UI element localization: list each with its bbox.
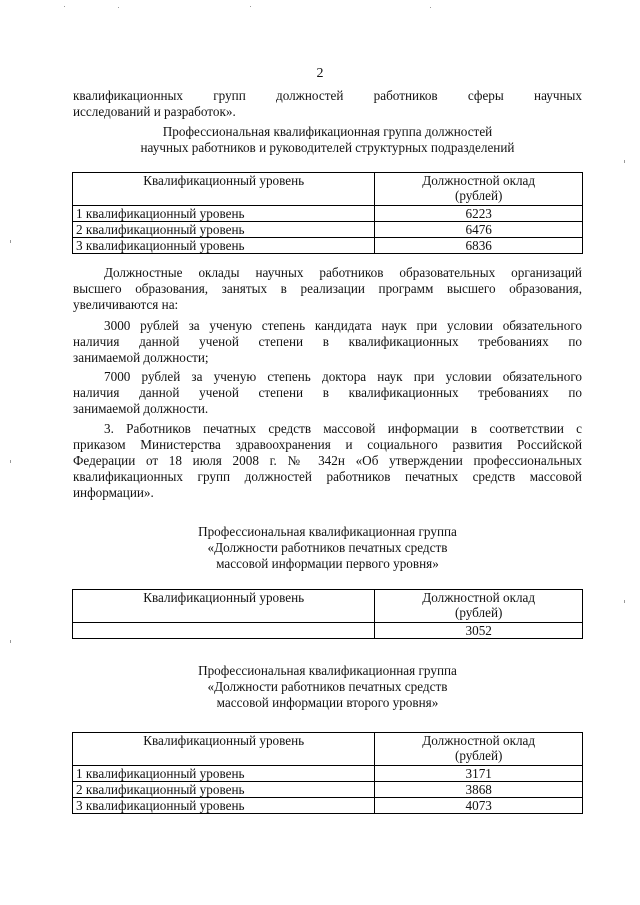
column-header-salary-unit: (рублей) xyxy=(454,605,503,620)
level-cell: 3 квалификационный уровень xyxy=(73,238,375,254)
para-7000-line-2: наличия данной ученой степени в квалификационных требованиях по xyxy=(73,385,582,400)
table-header-row xyxy=(73,173,583,206)
para-3000-line-1: 3000 рублей за ученую степень кандидата наук при условии обязательного xyxy=(104,318,582,333)
group3-title-line-2: «Должности работников печатных средств xyxy=(207,679,448,694)
salary-table-scientific xyxy=(72,172,583,254)
scan-speck xyxy=(624,160,625,163)
para-3-line-2: приказом Министерства здравоохранения и социального развития Российской xyxy=(73,437,582,452)
column-header-salary xyxy=(375,590,583,623)
group3-title-line-3: массовой информации второго уровня» xyxy=(216,695,439,710)
table-row xyxy=(73,798,583,814)
salary-table-print-media-level-1 xyxy=(72,589,583,639)
column-header-salary-line: Должностной оклад xyxy=(422,173,536,188)
page-number: 2 xyxy=(316,66,324,81)
increase-para-line-3: увеличиваются на: xyxy=(73,297,179,312)
para-3-line-1: 3. Работников печатных средств массовой информации в соответствии с xyxy=(104,421,582,436)
table-row xyxy=(73,206,583,222)
salary-table-print-media-level-2 xyxy=(72,732,583,814)
column-header-level: Квалификационный уровень xyxy=(73,590,375,623)
table-row xyxy=(73,766,583,782)
group2-title-line-2: «Должности работников печатных средств xyxy=(207,540,448,555)
salary-cell: 4073 xyxy=(375,798,583,814)
column-header-level: Квалификационный уровень xyxy=(73,173,375,206)
salary-cell: 3171 xyxy=(375,766,583,782)
level-cell: 1 квалификационный уровень xyxy=(73,206,375,222)
para-7000-line-1: 7000 рублей за ученую степень доктора наук при условии обязательного xyxy=(104,369,582,384)
intro-line-1: квалификационных групп должностей работников сферы научных xyxy=(73,88,582,103)
scan-speck xyxy=(64,6,65,7)
table-header-row xyxy=(73,590,583,623)
table-row xyxy=(73,222,583,238)
para-3000-line-3: занимаемой должности; xyxy=(73,350,209,365)
para-3-line-3: Федерации от 18 июля 2008 г. № 342н «Об утверждении профессиональных xyxy=(73,453,582,468)
column-header-salary-unit: (рублей) xyxy=(454,188,503,203)
para-3-line-4: квалификационных групп должностей работников печатных средств массовой xyxy=(73,469,582,484)
column-header-salary-line: Должностной оклад xyxy=(422,733,536,748)
group1-title-line-2: научных работников и руководителей структурных подразделений xyxy=(140,140,515,155)
salary-cell: 6836 xyxy=(375,238,583,254)
scan-speck xyxy=(10,640,11,643)
scan-speck xyxy=(430,7,431,8)
para-3000-line-2: наличия данной ученой степени в квалификационных требованиях по xyxy=(73,334,582,349)
scan-speck xyxy=(624,600,625,603)
para-7000-line-3: занимаемой должности. xyxy=(73,401,209,416)
para-3-line-5: информации». xyxy=(73,485,154,500)
group2-title-line-1: Профессиональная квалификационная группа xyxy=(198,524,457,539)
salary-cell: 3052 xyxy=(375,623,583,639)
column-header-salary xyxy=(375,733,583,766)
scan-speck xyxy=(118,7,119,8)
level-cell: 1 квалификационный уровень xyxy=(73,766,375,782)
group3-title-line-1: Профессиональная квалификационная группа xyxy=(198,663,457,678)
salary-cell: 6476 xyxy=(375,222,583,238)
intro-line-2: исследований и разработок». xyxy=(73,104,236,119)
scan-speck xyxy=(10,240,11,243)
scan-speck xyxy=(10,460,11,463)
increase-para-line-2: высшего образования, занятых в реализации программ высшего образования, xyxy=(73,281,582,296)
column-header-level: Квалификационный уровень xyxy=(73,733,375,766)
table-row xyxy=(73,238,583,254)
group1-title-line-1: Профессиональная квалификационная группа должностей xyxy=(162,124,493,139)
column-header-salary xyxy=(375,173,583,206)
table-row xyxy=(73,623,583,639)
level-cell: 3 квалификационный уровень xyxy=(73,798,375,814)
table-row xyxy=(73,782,583,798)
level-cell xyxy=(73,623,375,639)
column-header-salary-unit: (рублей) xyxy=(454,748,503,763)
level-cell: 2 квалификационный уровень xyxy=(73,222,375,238)
column-header-salary-line: Должностной оклад xyxy=(422,590,536,605)
increase-para-line-1: Должностные оклады научных работников образовательных организаций xyxy=(104,265,582,280)
level-cell: 2 квалификационный уровень xyxy=(73,782,375,798)
scan-speck xyxy=(250,6,251,7)
table-header-row xyxy=(73,733,583,766)
group2-title-line-3: массовой информации первого уровня» xyxy=(216,556,439,571)
salary-cell: 6223 xyxy=(375,206,583,222)
salary-cell: 3868 xyxy=(375,782,583,798)
